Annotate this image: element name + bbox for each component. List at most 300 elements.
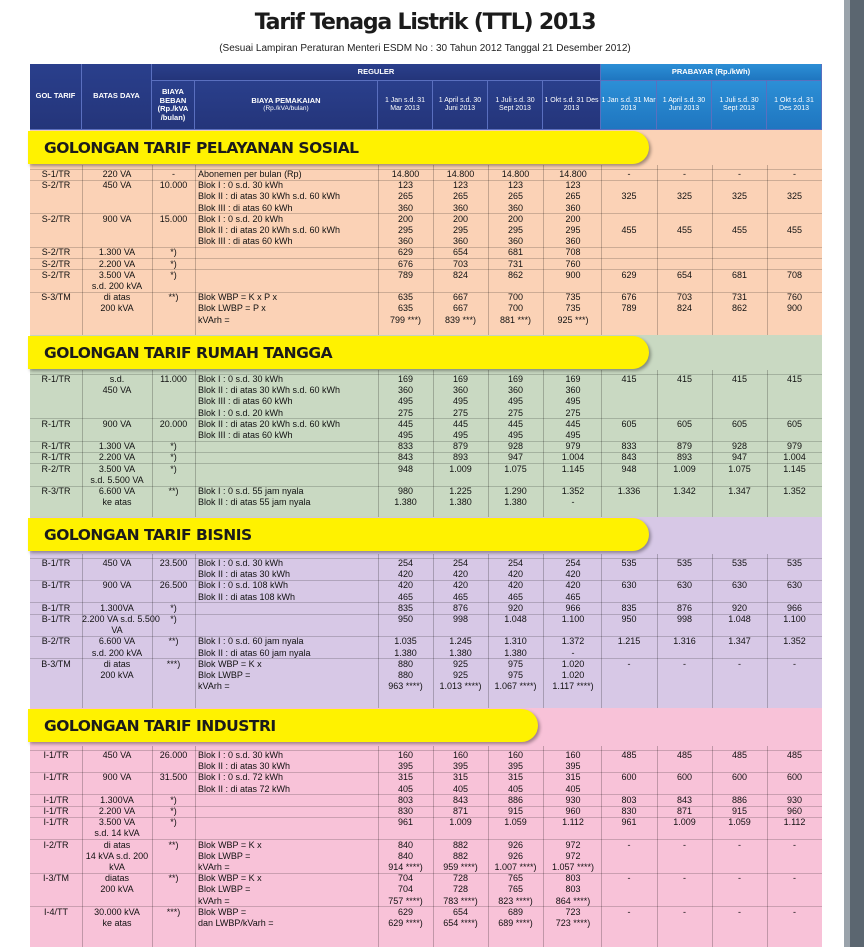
- cell-reguler-3: 1.067 ****): [494, 681, 537, 692]
- table-row: [30, 259, 822, 270]
- cell-reguler-4: 445: [565, 418, 581, 429]
- cell-batas: ke atas: [102, 918, 132, 928]
- cell-prabayar-2: 415: [676, 374, 693, 384]
- cell-reguler-4: 315: [565, 772, 581, 783]
- cell-bb: *): [170, 441, 177, 452]
- cell-batas: 450 VA: [102, 180, 132, 191]
- cell-prabayar-3: 600: [731, 772, 748, 783]
- cell-prabayar-4: 960: [786, 806, 803, 816]
- table-row: [30, 374, 822, 385]
- cell-gol: I-4/TT: [44, 906, 68, 917]
- cell-batas: 200 kVA: [100, 303, 134, 314]
- cell-reguler-1: 1.035: [394, 636, 417, 647]
- cell-reguler-2: 14.800: [446, 169, 475, 179]
- cell-prabayar-4: 605: [786, 418, 803, 429]
- header-reguler-period-2: 1 April s.d. 30 Juni 2013: [433, 81, 488, 130]
- cell-reguler-2: 925: [452, 658, 469, 669]
- cell-batas: 3.500 VA: [98, 817, 136, 828]
- cell-gol: S-2/TR: [41, 247, 71, 258]
- table-row: [30, 281, 822, 292]
- cell-reguler-4: 960: [565, 806, 581, 816]
- cell-reguler-2: 959 ****): [443, 862, 478, 872]
- cell-reguler-3: 495: [507, 396, 524, 407]
- cell-reguler-1: 360: [397, 202, 414, 213]
- cell-desc: kVArh =: [198, 862, 230, 872]
- cell-batas: s.d. 5.500 VA: [90, 474, 144, 485]
- cell-reguler-3: 975: [507, 658, 524, 669]
- row-divider: [30, 463, 822, 464]
- cell-batas: VA: [111, 625, 123, 636]
- cell-prabayar-2: -: [683, 169, 686, 179]
- cell-reguler-2: 395: [452, 761, 469, 772]
- section-title: GOLONGAN TARIF INDUSTRI: [28, 709, 538, 742]
- cell-bb: **): [168, 636, 179, 647]
- cell-gol: S-2/TR: [41, 213, 71, 224]
- cell-prabayar-4: 708: [786, 269, 803, 280]
- cell-reguler-2: 783 ****): [443, 895, 478, 906]
- cell-reguler-1: 803: [397, 794, 414, 805]
- cell-prabayar-1: 1.336: [617, 486, 641, 496]
- cell-reguler-2: 824: [452, 269, 469, 280]
- cell-reguler-2: 315: [452, 772, 469, 783]
- cell-reguler-3: 681: [507, 247, 524, 258]
- cell-prabayar-3: 920: [731, 602, 748, 613]
- cell-prabayar-4: 600: [786, 772, 803, 783]
- scrollbar[interactable]: [850, 0, 864, 947]
- cell-prabayar-4: 1.100: [783, 614, 806, 624]
- cell-bb: *): [170, 817, 177, 828]
- cell-prabayar-3: -: [738, 169, 741, 179]
- cell-desc: Blok WBP = K x: [198, 839, 262, 850]
- cell-reguler-2: 123: [452, 180, 469, 191]
- cell-reguler-2: 265: [452, 191, 469, 202]
- table-row: [30, 315, 822, 326]
- row-divider: [30, 441, 822, 442]
- cell-prabayar-2: 1.342: [673, 486, 696, 496]
- cell-prabayar-4: 455: [786, 225, 803, 235]
- cell-desc: Blok II : di atas 20 kWh s.d. 60 kWh: [198, 418, 341, 429]
- cell-reguler-4: 708: [565, 247, 581, 258]
- cell-bb: 23.500: [159, 558, 188, 568]
- cell-batas: s.d. 200 kVA: [91, 647, 143, 658]
- cell-reguler-4: 1.117 ****): [552, 681, 594, 692]
- row-divider: [30, 247, 822, 248]
- cell-reguler-3: 731: [507, 258, 524, 269]
- cell-batas: 900 VA: [102, 772, 132, 783]
- table-row: [30, 840, 822, 851]
- cell-prabayar-4: 415: [786, 374, 803, 384]
- header-prabayar-period-3: 1 Juli s.d. 30 Sept 2013: [712, 81, 767, 130]
- cell-gol: S-3/TM: [41, 292, 71, 303]
- cell-reguler-4: 760: [565, 258, 581, 269]
- cell-reguler-1: 757 ****): [388, 895, 423, 906]
- table-row: [30, 419, 822, 430]
- cell-reguler-2: 405: [452, 783, 469, 794]
- row-divider: [30, 794, 822, 795]
- row-divider: [30, 486, 822, 487]
- cell-desc: kVArh =: [198, 314, 230, 325]
- cell-gol: S-2/TR: [41, 180, 71, 191]
- row-divider: [30, 292, 822, 293]
- cell-bb: -: [172, 169, 175, 179]
- header-prabayar-period-4: 1 Okt s.d. 31 Des 2013: [767, 81, 822, 130]
- cell-reguler-3: 765: [507, 884, 524, 895]
- cell-reguler-2: 1.245: [449, 636, 472, 647]
- cell-batas: 1.300 VA: [98, 247, 136, 258]
- cell-reguler-4: 495: [565, 396, 581, 407]
- cell-prabayar-3: 1.347: [728, 636, 751, 647]
- cell-reguler-1: 160: [397, 750, 414, 760]
- cell-reguler-4: -: [571, 497, 575, 508]
- cell-gol: I-1/TR: [43, 817, 69, 828]
- cell-desc: Blok II : di atas 30 kWh s.d. 60 kWh: [198, 385, 341, 396]
- cell-reguler-3: 915: [507, 806, 524, 816]
- cell-reguler-2: 871: [452, 806, 469, 816]
- cell-desc: Blok II : di atas 72 kWh: [198, 783, 291, 794]
- cell-prabayar-2: 1.009: [673, 463, 696, 474]
- table-row: [30, 851, 822, 862]
- cell-reguler-1: 840: [397, 850, 414, 861]
- cell-gol: R-1/TR: [41, 374, 71, 384]
- cell-batas: diatas: [104, 873, 130, 884]
- table-row: [30, 592, 822, 603]
- cell-reguler-4: 14.800: [559, 169, 587, 179]
- cell-reguler-1: 123: [397, 180, 414, 191]
- row-divider: [30, 614, 822, 615]
- cell-bb: *): [170, 794, 177, 805]
- cell-desc: Blok LWBP = P x: [198, 303, 266, 314]
- cell-reguler-2: 1.009: [449, 817, 472, 828]
- cell-bb: ***): [166, 658, 181, 669]
- header-reguler: REGULER: [152, 64, 601, 81]
- cell-reguler-1: 948: [397, 463, 414, 474]
- cell-bb: 20.000: [159, 418, 188, 429]
- cell-batas: di atas: [103, 839, 131, 850]
- cell-prabayar-1: 961: [621, 817, 637, 828]
- cell-reguler-4: 254: [565, 558, 581, 568]
- cell-prabayar-1: 803: [621, 794, 637, 805]
- cell-batas: 1.300VA: [100, 602, 134, 613]
- cell-prabayar-2: 535: [676, 558, 693, 568]
- cell-reguler-1: 799 ***): [389, 314, 422, 325]
- cell-prabayar-4: 325: [786, 191, 803, 202]
- cell-reguler-4: 295: [565, 225, 581, 235]
- cell-reguler-1: 14.800: [391, 169, 420, 179]
- cell-desc: Blok LWBP =: [198, 850, 251, 861]
- header-reguler-period-3: 1 Juli s.d. 30 Sept 2013: [488, 81, 543, 130]
- cell-reguler-2: 667: [452, 303, 469, 314]
- cell-reguler-1: 495: [397, 396, 414, 407]
- cell-desc: Blok II : di atas 30 kWh s.d. 60 kWh: [198, 191, 341, 202]
- cell-gol: S-1/TR: [41, 169, 71, 179]
- cell-reguler-2: 728: [452, 873, 469, 884]
- cell-desc: Blok III : di atas 60 kWh: [198, 202, 293, 213]
- header-batas-daya: BATAS DAYA: [82, 64, 152, 130]
- cell-prabayar-3: 1.347: [728, 486, 751, 496]
- cell-prabayar-1: 600: [621, 772, 637, 783]
- cell-reguler-3: 881 ***): [499, 314, 532, 325]
- cell-gol: I-1/TR: [43, 794, 69, 805]
- cell-gol: B-1/TR: [41, 602, 71, 613]
- cell-batas: 450 VA: [102, 558, 132, 568]
- table-row: [30, 475, 822, 486]
- cell-batas: 30.000 kVA: [94, 906, 140, 917]
- cell-desc: Blok III : di atas 60 kWh: [198, 396, 293, 407]
- cell-prabayar-2: 843: [676, 794, 693, 805]
- row-divider: [30, 873, 822, 874]
- cell-prabayar-2: 485: [676, 750, 693, 760]
- table-row: [30, 896, 822, 907]
- table-row: [30, 681, 822, 692]
- cell-bb: 11.000: [160, 374, 187, 384]
- cell-desc: Blok I : 0 s.d. 30 kWh: [198, 750, 284, 760]
- cell-prabayar-2: -: [683, 906, 686, 917]
- cell-desc: kVArh =: [198, 681, 230, 692]
- cell-reguler-4: 723 ****): [555, 918, 591, 928]
- cell-reguler-3: 395: [507, 761, 524, 772]
- cell-prabayar-4: 1.145: [783, 463, 806, 474]
- cell-batas: 2.200 VA s.d. 5.500: [82, 614, 160, 624]
- cell-reguler-3: 360: [507, 236, 524, 247]
- cell-prabayar-1: 629: [621, 269, 637, 280]
- cell-reguler-1: 1.380: [394, 497, 417, 508]
- cell-reguler-1: 420: [397, 580, 414, 591]
- cell-prabayar-1: -: [627, 658, 631, 669]
- header-biaya-pemakaian-unit: (Rp./kVA/bulan): [263, 105, 309, 112]
- cell-reguler-1: 629: [397, 906, 414, 917]
- cell-prabayar-1: -: [627, 839, 631, 850]
- cell-batas: kVA: [109, 862, 125, 872]
- cell-batas: 3.500 VA: [98, 463, 136, 474]
- cell-reguler-2: 654: [452, 247, 469, 258]
- cell-desc: Blok I : 0 s.d. 72 kWh: [198, 772, 284, 783]
- cell-prabayar-3: 862: [731, 303, 748, 314]
- cell-batas: 450 VA: [102, 385, 132, 396]
- cell-reguler-2: 465: [452, 591, 469, 602]
- cell-gol: I-1/TR: [43, 772, 69, 783]
- cell-batas: 2.200 VA: [98, 806, 136, 816]
- cell-reguler-4: 735: [565, 292, 581, 303]
- table-row: [30, 464, 822, 475]
- cell-reguler-2: 728: [452, 884, 469, 895]
- cell-reguler-2: 254: [452, 558, 469, 568]
- cell-reguler-2: 420: [452, 569, 469, 580]
- row-divider: [30, 374, 822, 375]
- section-title: GOLONGAN TARIF BISNIS: [28, 518, 649, 551]
- cell-desc: Blok III : di atas 60 kWh: [198, 236, 293, 247]
- cell-prabayar-3: 928: [731, 441, 748, 452]
- cell-reguler-3: 765: [507, 873, 524, 884]
- cell-desc: Blok I : 0 s.d. 55 jam nyala: [198, 486, 304, 496]
- table-row: [30, 784, 822, 795]
- cell-desc: Blok WBP = K x P x: [198, 292, 277, 303]
- cell-reguler-4: 803: [565, 873, 581, 884]
- cell-reguler-4: 803: [565, 884, 581, 895]
- cell-reguler-1: 830: [397, 806, 414, 816]
- cell-reguler-4: 1.112: [562, 817, 584, 828]
- row-divider: [30, 452, 822, 453]
- row-divider: [30, 817, 822, 818]
- table-row: [30, 580, 822, 591]
- cell-prabayar-4: 966: [786, 602, 803, 613]
- cell-reguler-2: 295: [452, 225, 469, 235]
- table-row: [30, 203, 822, 214]
- cell-reguler-4: 925 ***): [557, 314, 589, 325]
- cell-reguler-4: 966: [565, 602, 581, 613]
- row-divider: [30, 558, 822, 559]
- cell-bb: *): [170, 614, 177, 624]
- cell-reguler-1: 495: [397, 430, 414, 440]
- cell-prabayar-4: 485: [786, 750, 803, 760]
- cell-reguler-1: 445: [397, 418, 414, 429]
- cell-gol: B-2/TR: [41, 636, 71, 647]
- cell-reguler-4: 979: [565, 441, 581, 452]
- table-row: [30, 247, 822, 258]
- table-row: [30, 236, 822, 247]
- cell-reguler-3: 420: [507, 569, 524, 580]
- page-subtitle: (Sesuai Lampiran Peraturan Menteri ESDM No : 30 Tahun 2012 Tanggal 21 Desember 2012): [219, 43, 631, 54]
- cell-reguler-4: 265: [565, 191, 581, 202]
- cell-reguler-3: 823 ****): [498, 895, 533, 906]
- cell-bb: 26.000: [159, 750, 188, 760]
- row-divider: [30, 839, 822, 840]
- cell-reguler-3: 295: [507, 225, 524, 235]
- table-row: [30, 191, 822, 202]
- cell-reguler-1: 315: [397, 772, 414, 783]
- cell-gol: I-1/TR: [43, 750, 69, 760]
- header-biaya-pemakaian: [195, 81, 378, 130]
- cell-prabayar-2: 893: [676, 452, 693, 463]
- cell-desc: Blok I : 0 s.d. 108 kWh: [198, 580, 289, 591]
- cell-bb: **): [168, 486, 179, 496]
- cell-prabayar-4: -: [793, 873, 796, 884]
- table-row: [30, 907, 822, 918]
- cell-desc: Blok I : 0 s.d. 20 kWh: [198, 213, 284, 224]
- row-divider: [30, 772, 822, 773]
- cell-reguler-1: 629 ****): [388, 918, 423, 928]
- row-divider: [30, 906, 822, 907]
- cell-reguler-1: 465: [397, 591, 414, 602]
- table-row: [30, 430, 822, 441]
- cell-reguler-1: 295: [397, 225, 414, 235]
- cell-reguler-4: 169: [565, 374, 581, 384]
- table-row: [30, 452, 822, 463]
- cell-gol: R-1/TR: [41, 452, 71, 463]
- cell-reguler-4: 360: [565, 236, 581, 247]
- table-row: [30, 408, 822, 419]
- table-row: [30, 292, 822, 303]
- cell-reguler-1: 835: [397, 602, 414, 613]
- cell-gol: I-3/TM: [43, 873, 69, 884]
- cell-reguler-4: 1.372: [561, 636, 585, 647]
- cell-bb: ***): [166, 906, 181, 917]
- cell-prabayar-1: 535: [621, 558, 637, 568]
- cell-reguler-1: 961: [397, 817, 414, 828]
- cell-reguler-4: 1.020: [561, 670, 585, 680]
- cell-reguler-2: 445: [452, 418, 469, 429]
- cell-reguler-2: 200: [452, 213, 469, 224]
- cell-reguler-1: 950: [397, 614, 414, 624]
- cell-bb: *): [170, 452, 177, 463]
- cell-prabayar-1: 676: [621, 292, 637, 303]
- cell-prabayar-3: -: [738, 658, 741, 669]
- cell-reguler-3: 862: [507, 269, 524, 280]
- table-row: [30, 636, 822, 647]
- cell-reguler-1: 265: [397, 191, 414, 202]
- cell-reguler-2: 998: [452, 614, 469, 624]
- cell-desc: Blok II : di atas 60 jam nyala: [198, 647, 311, 658]
- cell-reguler-1: 963 ****): [388, 681, 423, 692]
- cell-prabayar-4: 630: [786, 580, 803, 591]
- table-row: [30, 817, 822, 828]
- cell-reguler-4: 1.057 ****): [551, 862, 595, 872]
- cell-prabayar-4: 1.004: [783, 452, 806, 463]
- cell-bb: 31.500: [159, 772, 188, 783]
- cell-desc: Blok III : di atas 60 kWh: [198, 430, 293, 440]
- cell-reguler-4: 1.145: [561, 463, 585, 474]
- cell-reguler-4: -: [571, 647, 575, 658]
- cell-reguler-1: 704: [397, 884, 414, 895]
- cell-reguler-1: 635: [397, 292, 414, 303]
- row-divider: [30, 658, 822, 659]
- cell-prabayar-2: 455: [676, 225, 693, 235]
- table-row: [30, 873, 822, 884]
- section-title: GOLONGAN TARIF RUMAH TANGGA: [28, 336, 649, 369]
- cell-reguler-3: 465: [507, 591, 524, 602]
- cell-reguler-1: 629: [397, 247, 414, 258]
- cell-reguler-1: 254: [397, 558, 414, 568]
- cell-gol: S-2/TR: [41, 258, 71, 269]
- table-row: [30, 862, 822, 873]
- cell-batas: s.d. 200 kVA: [91, 281, 143, 291]
- cell-prabayar-1: 948: [621, 463, 637, 474]
- cell-reguler-3: 169: [507, 374, 524, 384]
- cell-gol: R-1/TR: [41, 441, 71, 452]
- cell-reguler-4: 200: [565, 213, 581, 224]
- cell-desc: Blok I : 0 s.d. 30 kWh: [198, 180, 284, 191]
- cell-desc: Blok I : 0 s.d. 30 kWh: [198, 374, 284, 384]
- cell-reguler-2: 160: [452, 750, 469, 760]
- cell-reguler-2: 420: [452, 580, 469, 591]
- cell-bb: *): [170, 269, 177, 280]
- table-row: [30, 169, 822, 180]
- cell-prabayar-1: -: [627, 873, 631, 884]
- cell-reguler-3: 495: [507, 430, 524, 440]
- cell-desc: Blok II : di atas 30 kWh: [198, 569, 291, 580]
- cell-reguler-2: 1.009: [449, 463, 472, 474]
- cell-reguler-2: 843: [452, 794, 469, 805]
- cell-reguler-2: 495: [452, 396, 469, 407]
- cell-prabayar-2: 1.009: [673, 817, 696, 828]
- cell-prabayar-2: -: [683, 839, 686, 850]
- cell-prabayar-3: -: [738, 906, 741, 917]
- cell-reguler-1: 1.380: [394, 647, 417, 658]
- cell-batas: 6.600 VA: [98, 636, 136, 647]
- cell-gol: B-1/TR: [41, 614, 71, 624]
- cell-prabayar-3: 731: [731, 292, 748, 303]
- cell-prabayar-3: 886: [731, 794, 748, 805]
- cell-bb: *): [170, 463, 177, 474]
- cell-desc: Blok II : di atas 55 jam nyala: [198, 497, 311, 508]
- cell-reguler-3: 1.310: [504, 636, 527, 647]
- cell-prabayar-3: -: [738, 839, 741, 850]
- cell-batas: s.d. 14 kVA: [94, 828, 140, 839]
- table-row: [30, 648, 822, 659]
- cell-reguler-1: 840: [397, 839, 414, 850]
- table-row: [30, 750, 822, 761]
- cell-prabayar-4: 979: [786, 441, 803, 452]
- cell-prabayar-1: 325: [621, 191, 637, 202]
